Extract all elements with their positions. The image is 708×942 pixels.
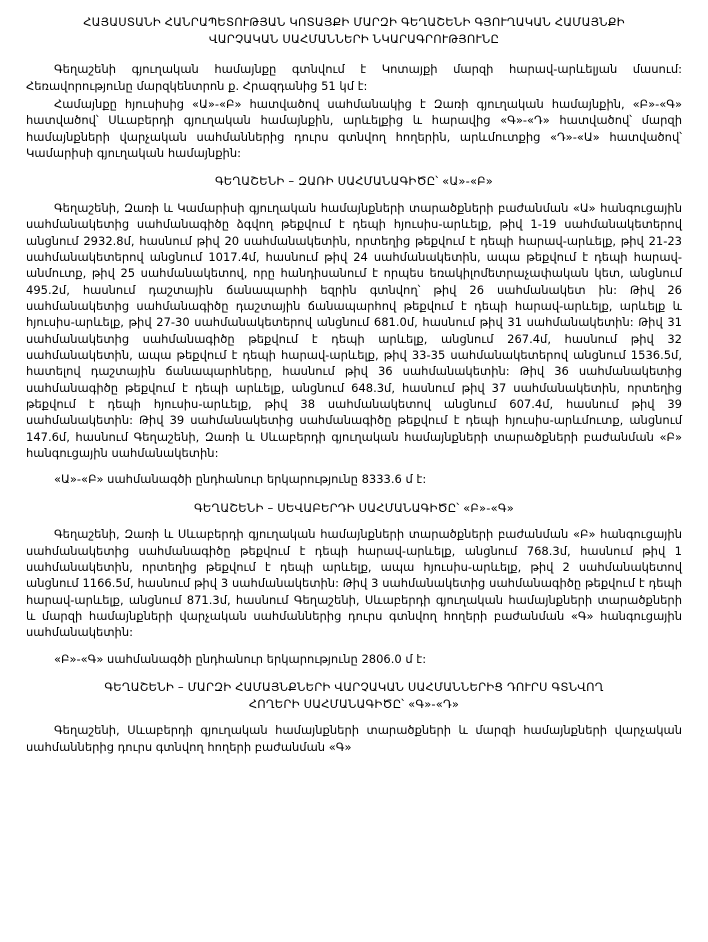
section-b-g-length: «Բ»-«Գ» սահմանագծի ընդհանուր երկարությունը 2806.0 մ է:: [54, 651, 427, 666]
section-heading-a-b: [26, 173, 682, 190]
spacer-after-b-g-paragraph: [26, 643, 682, 651]
section-a-b-paragraph-1: Գեղաշենի, Զառի և Կամարիսի գյուղական համայնքների տարածքների բաժանման «Ա» հանգուցային սահմանակետից սահմանագիծը ձգվող թեքվում է դեպի հյուսիս-արևելք, թիվ 1-19 սահմանակետերով անցնում 2932.8մ, հասնում թիվ 20 սահմանակետին, որտեղից թեքվում է դեպի հարավ-արևելք, թիվ 21-23 սահմանակետերով անցնում 1017.4մ, հասնում թիվ 24 սահմանակետին, ապա թեքվում է դեպի հարավ-անմուտք, թիվ 25 սահմանակետով, որը հանդիսանում է որպես եռակիլոմետրաչափական կետ, անցնում 495.2մ, հասնում դաշտային ճանապարհի եզրին գտնվող՝ թիվ 26 սահմանակետ ին: Թիվ 26 սահմանակետից սահմանագիծը դաշտային ճանապարհով թեքվում է դեպի հարավ-արևելք, արևելք և հյուսիս-արևելք, թիվ 27-30 սահմանակետերով անցնում 681.0մ, հասնում թիվ 31 սահմանակետին: Թիվ 31 սահմանակետից սահմանագիծը թեքվում է դեպի արևելք, անցնում 267.4մ, հասնում թիվ 32 սահմանակետին, ապա թեքվում է դեպի հարավ-արևելք, թիվ 33-35 սահմանակետերով անցնում 1536.5մ, հատելով դաշտային ճանապարհները, հասնում թիվ 36 սահմանակետին: Թիվ 36 սահմանակետից սահմանագիծը թեքվում է դեպի արևելք, անցնում 648.3մ, հասնում թիվ 37 սահմանակետին, որտեղից թեքվում է դեպի հյուսիս-արևելք, թիվ 38 սահմանակետով անցնում 607.4մ, հասնում թիվ 39 սահմանակետին: Թիվ 39 սահմանակետից սահմանագիծը թեքվում է դեպի հյուսիս-արևմուտք, անցնում 147.6մ, հասնում Գեղաշենի, Զառի և Սևաբերդի գյուղական համայնքների տարածքների բաժանման «Բ» հանգուցային սահմանակետին:: [26, 200, 682, 460]
section-heading-g-d-line-2: ՀՈՂԵՐԻ ՍԱՀՄԱՆԱԳԻԾԸ՝ «Գ»-«Դ»: [248, 696, 460, 711]
intro-paragraph-1: Գեղաշենի գյուղական համայնքը գտնվում է Կոտայքի մարզի հարավ-արևելյան մասում: Հեռավորությունը մարզկենտրոն ք. Հրազդանից 51 կմ է:: [26, 62, 682, 93]
section-heading-b-g-line-1: ԳԵՂԱՇԵՆԻ – ՍԵՎԱԲԵՐԴԻ ՍԱՀՄԱՆԱԳԻԾԸ՝ «Բ»-«Գ»: [194, 500, 514, 515]
page-title-line-2: ՎԱՐՉԱԿԱՆ ՍԱՀՄԱՆՆԵՐԻ ՆԿԱՐԱԳՐՈՒԹՅՈՒՆԸ: [208, 31, 500, 46]
spacer-after-a-b-paragraph: [26, 463, 682, 471]
page-title-line-1: ՀԱՅԱՍՏԱՆԻ ՀԱՆՐԱՊԵՏՈՒԹՅԱՆ ԿՈՏԱՅՔԻ ՄԱՐԶԻ ԳԵՂԱՇԵՆԻ ԳՅՈՒՂԱԿԱՆ ՀԱՄԱՅՆՔԻ: [83, 15, 625, 29]
intro-paragraph-2: Համայնքը հյուսիսից «Ա»-«Բ» հատվածով սահմանակից է Զառի գյուղական համայնքին, «Բ»-«Գ» հատվածով՝ Սևաբերդի գյուղական համայնքին, արևելքից և հարավից «Գ»-«Դ» հատվածով՝ մարզի համայնքների վարչական սահմաններից դուրս գտնվող հողերին, արևմուտքից «Դ»-«Ա» հատվածով՝ Կամարիսի գյուղական համայնքին:: [26, 97, 682, 160]
page-title: [26, 14, 682, 47]
section-heading-b-g: [26, 500, 682, 517]
section-heading-g-d-line-1: ԳԵՂԱՇԵՆԻ – ՄԱՐԶԻ ՀԱՄԱՅՆՔՆԵՐԻ ՎԱՐՉԱԿԱՆ ՍԱՀՄԱՆՆԵՐԻՑ ԴՈՒՐՍ ԳՏՆՎՈՂ: [104, 679, 604, 694]
section-g-d-paragraph-1: Գեղաշենի, Սևաբերդի գյուղական համայնքների տարածքների և մարզի համայնքների վարչական սահմաններից դուրս գտնվող հողերի բաժանման «Գ»: [26, 723, 682, 754]
section-heading-g-d: [26, 679, 682, 712]
section-b-g-paragraph-1: Գեղաշենի, Զառի և Սևաբերդի գյուղական համայնքների տարածքների բաժանման «Բ» հանգուցային սահմանակետից սահմանագիծը թեքվում է դեպի հարավ-արևելք, անցնում 768.3մ, հասնում թիվ 1 սահմանակետին, որտեղից թեքվում է դեպի արևելք, ապա հյուսիս-արևելք, թիվ 2 սահմանակետով անցնում 1166.5մ, հասնում թիվ 3 սահմանակետին: Թիվ 3 սահմանակետից սահմանագիծը թեքվում է դեպի հարավ-արևելք, անցնում 871.3մ, հասնում Գեղաշենի, Սևաբերդի գյուղական համայնքների տարածքների և մարզի համայնքների վարչական սահմաններից դուրս գտնվող հողերի բաժանման «Գ» հանգուցային սահմանակետին:: [26, 527, 682, 640]
section-heading-a-b-line-1: ԳԵՂԱՇԵՆԻ – ԶԱՌԻ ՍԱՀՄԱՆԱԳԻԾԸ՝ «Ա»-«Բ»: [214, 174, 494, 189]
section-a-b-length: «Ա»-«Բ» սահմանագծի ընդհանուր երկարությունը 8333.6 մ է:: [54, 472, 427, 487]
